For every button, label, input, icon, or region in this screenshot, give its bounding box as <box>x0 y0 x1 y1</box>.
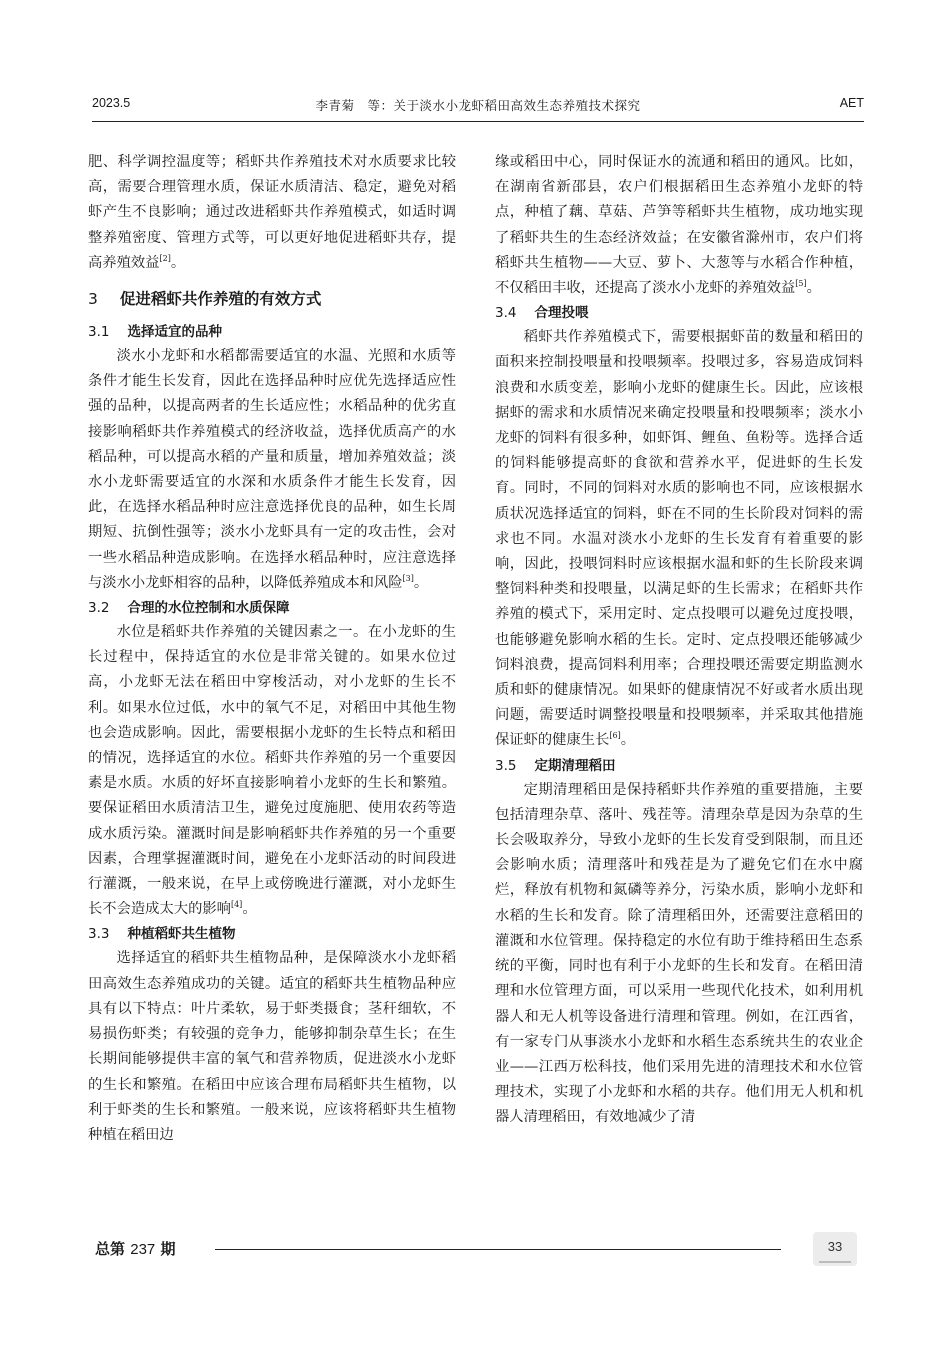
paragraph: 肥、科学调控温度等；稻虾共作养殖技术对水质要求比较高，需要合理管理水质，保证水质清洁、稳定，避免对稻虾产生不良影响；通过改进稻虾共作养殖模式，如适时调整养殖密度、管理方式等，可以更好地促进稻虾共存，提高养殖效益[2]。 <box>88 154 456 271</box>
paragraph: 选择适宜的稻虾共生植物品种，是保障淡水小龙虾稻田高效生态养殖成功的关键。适宜的稻虾共生植物品种应具有以下特点：叶片柔软，易于虾类摄食；茎秆细软，不易损伤虾类；有较强的竞争力，能够抑制杂草生长；在生长期间能够提供丰富的氧气和营养物质，促进淡水小龙虾的生长和繁殖。在稻田中应该合理布局稻虾共生植物，以利于虾类的生长和繁殖。一般来说，应该将稻虾共生植物种植在稻田边 <box>88 950 456 1143</box>
subsection-title: 选择适宜的品种 <box>127 324 222 341</box>
paragraph: 水位是稻虾共作养殖的关键因素之一。在小龙虾的生长过程中，保持适宜的水位是非常关键的。如果水位过高，小龙虾无法在稻田中穿梭活动，对小龙虾的生长不利。如果水位过低，水中的氧气不足，对稻田中其他生物也会造成影响。因此，需要根据小龙虾的生长特点和稻田的情况，选择适宜的水位。稻虾共作养殖的另一个重要因素是水质。水质的好坏直接影响着小龙虾的生长和繁殖。要保证稻田水质清洁卫生，避免过度施肥、使用农药等造成水质污染。灌溉时间是影响稻虾共作养殖的另一个重要因素，合理掌握灌溉时间，避免在小龙虾活动的时间段进行灌溉，一般来说，在早上或傍晚进行灌溉，对小龙虾生长不会造成太大的影响[4]。 <box>88 624 456 918</box>
footer-rule <box>215 1249 781 1250</box>
citation: [6] <box>609 731 621 741</box>
subsection-title: 种植稻虾共生植物 <box>127 926 236 943</box>
paragraph-text: 缘或稻田中心，同时保证水的流通和稻田的通风。比如，在湖南省新邵县，农户们根据稻田生态养殖小龙虾的特点，种植了藕、草菇、芦笋等稻虾共生植物，成功地实现了稻虾共生的生态经济效益；在安徽省滁州市，农户们将稻虾共生植物——大豆、萝卜、大葱等与水稻合作种植，不仅稻田丰收，还提高了淡水小龙虾的养殖效益 <box>495 154 863 297</box>
section-title: 促进稻虾共作养殖的有效方式 <box>119 290 322 309</box>
issue-label <box>95 1238 176 1259</box>
citation: [3] <box>402 574 414 584</box>
subsection-number: 3.1 <box>88 324 110 341</box>
paragraph: 稻虾共作养殖模式下，需要根据虾苗的数量和稻田的面积来控制投喂量和投喂频率。投喂过多，容易造成饲料浪费和水质变差，影响小龙虾的健康生长。因此，应该根据虾的需求和水质情况来确定投喂量和投喂频率；淡水小龙虾的饲料有很多种，如虾饵、鲤鱼、鱼粉等。选择合适的饲料能够提高虾的食欲和营养水平，促进虾的生长发育。同时，不同的饲料对水质的影响也不同，应该根据水质状况选择适宜的饲料，虾在不同的生长阶段对饲料的需求也不同。水温对淡水小龙虾的生长发育有着重要的影响，因此，投喂饲料时应该根据水温和虾的生长阶段来调整饲料种类和投喂量，以满足虾的生长需求；在稻虾共作养殖的模式下，采用定时、定点投喂可以避免过度投喂，也能够避免影响水稻的生长。定时、定点投喂还能够减少饲料浪费，提高饲料利用率；合理投喂还需要定期监测水质和虾的健康情况。如果虾的健康情况不好或者水质出现问题，需要适时调整投喂量和投喂频率，并采取其他措施保证虾的健康生长[6]。 <box>495 329 863 749</box>
header-rule <box>92 121 864 122</box>
page-number: 33 <box>813 1232 857 1266</box>
issue-suffix: 期 <box>160 1240 176 1258</box>
paragraph: 缘或稻田中心，同时保证水的流通和稻田的通风。比如，在湖南省新邵县，农户们根据稻田生态养殖小龙虾的特点，种植了藕、草菇、芦笋等稻虾共生植物，成功地实现了稻虾共生的生态经济效益；在安徽省滁州市，农户们将稻虾共生植物——大豆、萝卜、大葱等与水稻合作种植，不仅稻田丰收，还提高了淡水小龙虾的养殖效益[5]。 <box>495 154 863 297</box>
subsection-heading <box>88 596 456 620</box>
subsection-title: 定期清理稻田 <box>534 757 616 774</box>
paragraph-text: 水位是稻虾共作养殖的关键因素之一。在小龙虾的生长过程中，保持适宜的水位是非常关键的。如果水位过高，小龙虾无法在稻田中穿梭活动，对小龙虾的生长不利。如果水位过低，水中的氧气不足，对稻田中其他生物也会造成影响。因此，需要根据小龙虾的生长特点和稻田的情况，选择适宜的水位。稻虾共作养殖的另一个重要因素是水质。水质的好坏直接影响着小龙虾的生长和繁殖。要保证稻田水质清洁卫生，避免过度施肥、使用农药等造成水质污染。灌溉时间是影响稻虾共作养殖的另一个重要因素，合理掌握灌溉时间，避免在小龙虾活动的时间段进行灌溉，一般来说，在早上或傍晚进行灌溉，对小龙虾生长不会造成太大的影响 <box>88 624 456 918</box>
subsection-heading <box>88 922 456 946</box>
citation: [4] <box>230 900 243 910</box>
section-number: 3 <box>88 290 98 309</box>
paragraph-text: 淡水小龙虾和水稻都需要适宜的水温、光照和水质等条件才能生长发育，因此在选择品种时应优先选择适应性强的品种，以提高两者的生长适应性；水稻品种的优劣直接影响稻虾共作养殖模式的经济收益，选择优质高产的水稻品种，可以提高水稻的产量和质量，增加养殖效益；淡水小龙虾需要适宜的水深和水质条件才能生长发育，因此，在选择水稻品种时应注意选择优良的品种，如生长周期短、抗倒性强等；淡水小龙虾具有一定的攻击性，会对一些水稻品种造成影响。在选择水稻品种时，应注意选择与淡水小龙虾相容的品种，以降低养殖成本和风险 <box>88 348 456 591</box>
subsection-title: 合理投喂 <box>534 305 589 322</box>
paragraph: 淡水小龙虾和水稻都需要适宜的水温、光照和水质等条件才能生长发育，因此在选择品种时应优先选择适应性强的品种，以提高两者的生长适应性；水稻品种的优劣直接影响稻虾共作养殖模式的经济收益，选择优质高产的水稻品种，可以提高水稻的产量和质量，增加养殖效益；淡水小龙虾需要适宜的水深和水质条件才能生长发育，因此，在选择水稻品种时应注意选择优良的品种，如生长周期短、抗倒性强等；淡水小龙虾具有一定的攻击性，会对一些水稻品种造成影响。在选择水稻品种时，应注意选择与淡水小龙虾相容的品种，以降低养殖成本和风险[3]。 <box>88 348 456 591</box>
subsection-number: 3.3 <box>88 926 110 943</box>
subsection-title: 合理的水位控制和水质保障 <box>127 600 290 617</box>
paragraph-text: 稻虾共作养殖模式下，需要根据虾苗的数量和稻田的面积来控制投喂量和投喂频率。投喂过多，容易造成饲料浪费和水质变差，影响小龙虾的健康生长。因此，应该根据虾的需求和水质情况来确定投喂量和投喂频率；淡水小龙虾的饲料有很多种，如虾饵、鲤鱼、鱼粉等。选择合适的饲料能够提高虾的食欲和营养水平，促进虾的生长发育。同时，不同的饲料对水质的影响也不同，应该根据水质状况选择适宜的饲料，虾在不同的生长阶段对饲料的需求也不同。水温对淡水小龙虾的生长发育有着重要的影响，因此，投喂饲料时应该根据水温和虾的生长阶段来调整饲料种类和投喂量，以满足虾的生长需求；在稻虾共作养殖的模式下，采用定时、定点投喂可以避免过度投喂，也能够避免影响水稻的生长。定时、定点投喂还能够减少饲料浪费，提高饲料利用率；合理投喂还需要定期监测水质和虾的健康情况。如果虾的健康情况不好或者水质出现问题，需要适时调整投喂量和投喂频率，并采取其他措施保证虾的健康生长 <box>495 329 863 749</box>
issue-prefix: 总第 <box>95 1240 126 1258</box>
subsection-heading <box>495 301 863 325</box>
subsection-heading <box>88 320 456 344</box>
right-column <box>495 150 863 1131</box>
section-heading <box>88 286 456 312</box>
subsection-number: 3.4 <box>495 305 517 322</box>
subsection-heading <box>495 754 863 778</box>
subsection-number: 3.2 <box>88 600 110 617</box>
paragraph-text: 肥、科学调控温度等；稻虾共作养殖技术对水质要求比较高，需要合理管理水质，保证水质清洁、稳定，避免对稻虾产生不良影响；通过改进稻虾共作养殖模式，如适时调整养殖密度、管理方式等，可以更好地促进稻虾共存，提高养殖效益 <box>88 154 456 271</box>
page-footer <box>95 1238 865 1278</box>
issue-number: 237 <box>130 1241 156 1258</box>
subsection-number: 3.5 <box>495 757 517 774</box>
citation: [5] <box>795 279 807 289</box>
running-header <box>92 96 864 120</box>
paragraph: 定期清理稻田是保持稻虾共作养殖的重要措施，主要包括清理杂草、落叶、残茬等。清理杂草是因为杂草的生长会吸取养分，导致小龙虾的生长发育受到限制，而且还会影响水质；清理落叶和残茬是为了避免它们在水中腐烂，释放有机物和氮磷等养分，污染水质，影响小龙虾和水稻的生长和发育。除了清理稻田外，还需要注意稻田的灌溉和水位管理。保持稳定的水位有助于维持稻田生态系统的平衡，同时也有利于小龙虾的生长和发育。在稻田清理和水位管理方面，可以采用一些现代化技术，如利用机器人和无人机等设备进行清理和管理。例如，在江西省，有一家专门从事淡水小龙虾和水稻生态系统共生的农业企业——江西万松科技，他们采用先进的清理技术和水位管理技术，实现了小龙虾和水稻的共存。他们用无人机和机器人清理稻田，有效地减少了清 <box>495 781 863 1126</box>
left-column <box>88 150 456 1148</box>
header-title: 李青菊 等：关于淡水小龙虾稻田高效生态养殖技术探究 <box>315 98 641 113</box>
header-date: 2023.5 <box>92 96 131 110</box>
citation: [2] <box>159 254 171 264</box>
header-journal: AET <box>839 96 864 110</box>
